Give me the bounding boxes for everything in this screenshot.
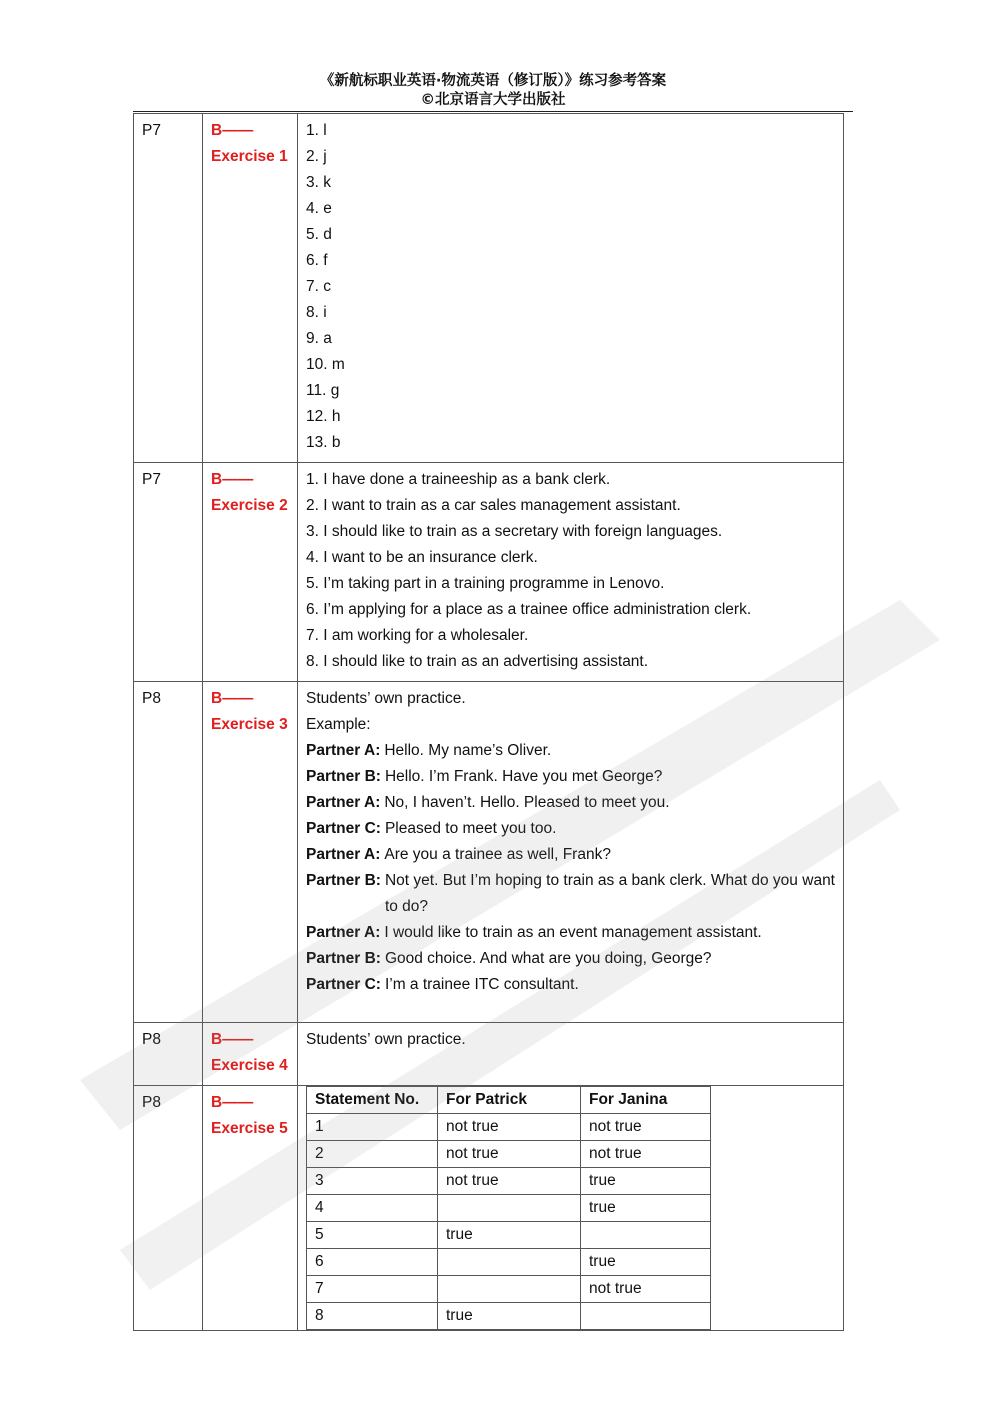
table-cell: true <box>581 1195 711 1222</box>
section-label: B—— <box>211 1031 254 1048</box>
table-cell: true <box>438 1222 581 1249</box>
list-item: 7. c <box>306 278 331 295</box>
speaker-label: Partner B: <box>306 768 381 785</box>
header-publisher: ©北京语言大学出版社 <box>420 92 566 108</box>
exercise-cell <box>203 682 298 1023</box>
exercise-cell <box>203 1023 298 1086</box>
exercise-cell <box>203 114 298 463</box>
table-cell: not true <box>581 1141 711 1168</box>
table-cell: 8 <box>307 1303 438 1330</box>
list-item: 3. I should like to train as a secretary with foreign languages. <box>306 523 723 540</box>
list-item: 8. i <box>306 304 327 321</box>
table-cell <box>581 1303 711 1330</box>
table-row-exercise-5 <box>134 1086 844 1331</box>
document-header <box>133 72 853 110</box>
section-label: B—— <box>211 471 254 488</box>
exercise-label: Exercise 5 <box>211 1120 288 1137</box>
page-number: P7 <box>134 463 203 682</box>
dialogue-line <box>306 842 835 868</box>
speech-text: I’m a trainee ITC consultant. <box>384 976 579 993</box>
table-cell: 7 <box>307 1276 438 1303</box>
list-item: 6. I’m applying for a place as a trainee office administration clerk. <box>306 601 752 618</box>
statement-table <box>306 1086 711 1330</box>
exercise-cell <box>203 463 298 682</box>
table-cell: 4 <box>307 1195 438 1222</box>
list-item: 11. g <box>306 382 340 399</box>
column-header: For Patrick <box>438 1087 581 1114</box>
table-cell <box>438 1276 581 1303</box>
dialogue-line <box>306 816 835 842</box>
speaker-label: Partner A: <box>306 846 381 863</box>
speaker-label: Partner A: <box>306 924 381 941</box>
table-row <box>307 1168 711 1195</box>
table-row-exercise-1 <box>134 114 844 463</box>
dialogue-line <box>306 738 835 764</box>
table-row-exercise-4 <box>134 1023 844 1086</box>
dialogue-line <box>306 868 835 920</box>
dialogue-line <box>306 790 835 816</box>
answer-cell <box>298 463 844 682</box>
exercise-label: Exercise 1 <box>211 148 288 165</box>
table-cell: not true <box>438 1141 581 1168</box>
table-cell: true <box>438 1303 581 1330</box>
table-cell: not true <box>438 1168 581 1195</box>
list-item: 7. I am working for a wholesaler. <box>306 627 529 644</box>
table-cell: not true <box>581 1276 711 1303</box>
exercise-cell <box>203 1086 298 1331</box>
answer-list <box>306 118 835 456</box>
page-number: P8 <box>134 1086 203 1331</box>
table-row <box>307 1222 711 1249</box>
answer-list <box>306 467 835 675</box>
table-cell: 2 <box>307 1141 438 1168</box>
page-number: P8 <box>134 682 203 1023</box>
list-item: 4. e <box>306 200 332 217</box>
table-cell: true <box>581 1168 711 1195</box>
dialogue-line <box>306 972 835 998</box>
column-header: Statement No. <box>307 1087 438 1114</box>
list-item: 6. f <box>306 252 328 269</box>
page-number: P7 <box>134 114 203 463</box>
speech-text: I would like to train as an event management assistant. <box>384 924 762 941</box>
speaker-label: Partner A: <box>306 742 381 759</box>
list-item: 5. d <box>306 226 332 243</box>
header-rule <box>133 111 853 112</box>
column-header: For Janina <box>581 1087 711 1114</box>
dialogue-line <box>306 764 835 790</box>
speaker-label: Partner C: <box>306 976 381 993</box>
list-item: 5. I’m taking part in a training programme in Lenovo. <box>306 575 665 592</box>
speech-text: Pleased to meet you too. <box>384 820 557 837</box>
speech-text: Are you a trainee as well, Frank? <box>384 846 611 863</box>
table-row <box>307 1114 711 1141</box>
answer-cell <box>298 1086 844 1331</box>
header-title: 《新航标职业英语·物流英语（修订版）》练习参考答案 <box>319 73 667 89</box>
table-row <box>307 1276 711 1303</box>
list-item: 13. b <box>306 434 341 451</box>
intro-text: Students’ own practice. <box>306 690 466 707</box>
answer-cell <box>298 114 844 463</box>
example-label: Example: <box>306 716 371 733</box>
exercise-label: Exercise 3 <box>211 716 288 733</box>
table-row <box>307 1141 711 1168</box>
list-item: 8. I should like to train as an advertising assistant. <box>306 653 649 670</box>
section-label: B—— <box>211 1094 254 1111</box>
section-label: B—— <box>211 690 254 707</box>
table-cell: 1 <box>307 1114 438 1141</box>
table-row <box>307 1249 711 1276</box>
table-cell: not true <box>581 1114 711 1141</box>
table-row-exercise-3 <box>134 682 844 1023</box>
speech-text: Good choice. And what are you doing, George? <box>384 950 712 967</box>
answer-table <box>133 113 844 1331</box>
table-cell: 6 <box>307 1249 438 1276</box>
table-cell: true <box>581 1249 711 1276</box>
exercise-label: Exercise 4 <box>211 1057 288 1074</box>
dialogue-line <box>306 946 835 972</box>
table-row <box>307 1195 711 1222</box>
exercise-label: Exercise 2 <box>211 497 288 514</box>
dialogue <box>306 738 835 998</box>
list-item: 2. I want to train as a car sales management assistant. <box>306 497 681 514</box>
speaker-label: Partner B: <box>306 872 381 889</box>
list-item: 1. I have done a traineeship as a bank clerk. <box>306 471 611 488</box>
table-cell <box>581 1222 711 1249</box>
speaker-label: Partner C: <box>306 820 381 837</box>
list-item: 3. k <box>306 174 331 191</box>
table-row <box>307 1303 711 1330</box>
speech-text: Not yet. But I’m hoping to train as a bank clerk. What do you want to do? <box>384 872 835 915</box>
speech-text: Hello. My name’s Oliver. <box>384 742 552 759</box>
speech-text: No, I haven’t. Hello. Pleased to meet you. <box>384 794 670 811</box>
answer-cell: Students’ own practice. <box>298 1023 844 1086</box>
table-cell: not true <box>438 1114 581 1141</box>
speaker-label: Partner B: <box>306 950 381 967</box>
list-item: 10. m <box>306 356 345 373</box>
list-item: 9. a <box>306 330 332 347</box>
table-cell <box>438 1195 581 1222</box>
table-cell: 5 <box>307 1222 438 1249</box>
list-item: 2. j <box>306 148 327 165</box>
statement-table-header <box>307 1087 711 1114</box>
page-number: P8 <box>134 1023 203 1086</box>
table-cell <box>438 1249 581 1276</box>
speech-text: Hello. I’m Frank. Have you met George? <box>384 768 663 785</box>
dialogue-line <box>306 920 835 946</box>
list-item: 4. I want to be an insurance clerk. <box>306 549 538 566</box>
table-row-exercise-2 <box>134 463 844 682</box>
speaker-label: Partner A: <box>306 794 381 811</box>
list-item: 12. h <box>306 408 341 425</box>
answer-cell <box>298 682 844 1023</box>
list-item: 1. l <box>306 122 327 139</box>
table-cell: 3 <box>307 1168 438 1195</box>
section-label: B—— <box>211 122 254 139</box>
